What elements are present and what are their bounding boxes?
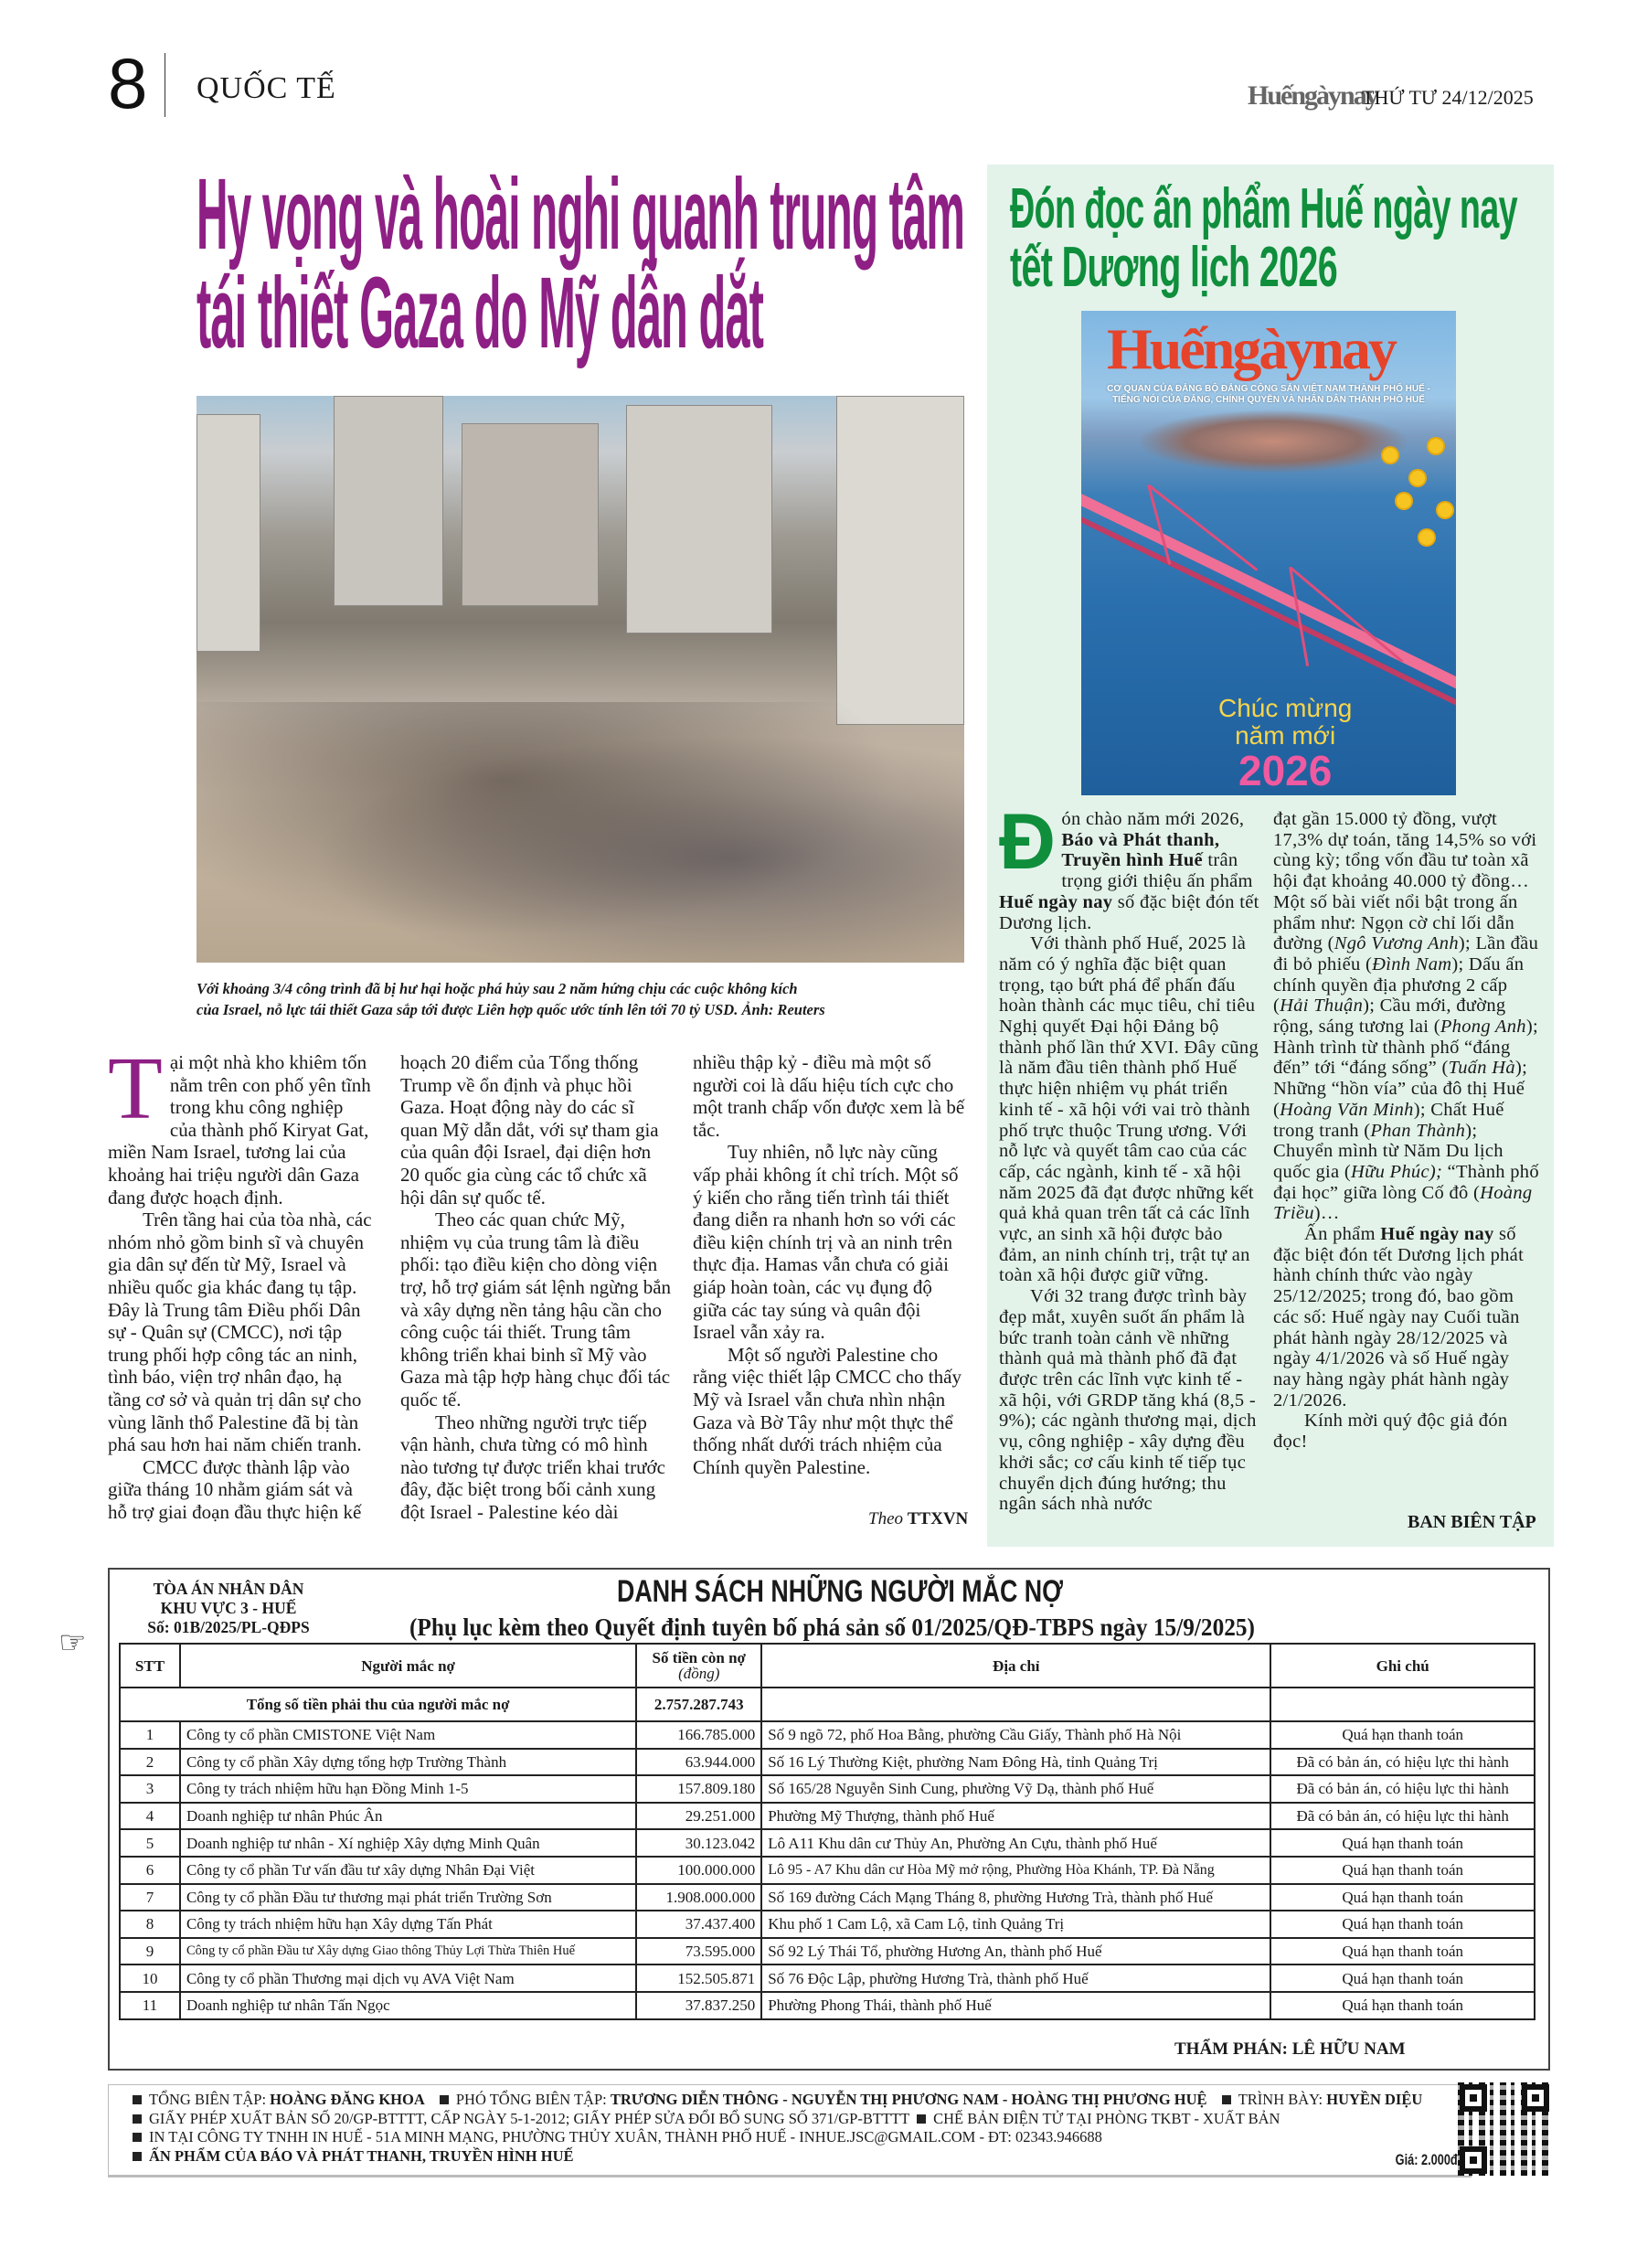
empty-cell <box>761 1688 1270 1721</box>
text-run: ón chào năm mới 2026, <box>1061 809 1245 829</box>
text-run: Hoàng Văn Minh <box>1280 1099 1414 1120</box>
paragraph <box>1273 809 1540 1224</box>
cell-amount: 37.437.400 <box>636 1911 761 1938</box>
photo-caption <box>197 978 964 1020</box>
paragraph <box>999 798 1264 933</box>
cell-address: Lô 95 - A7 Khu dân cư Hòa Mỹ mở rộng, Phường Hòa Khánh, TP. Đà Nẵng <box>761 1857 1270 1884</box>
cell-address: Số 165/28 Nguyễn Sinh Cung, phường Vỹ Dạ, thành phố Huế <box>761 1775 1270 1803</box>
cell-debtor: Công ty cổ phần Đầu tư Xây dựng Giao thông Thủy Lợi Thừa Thiên Huế <box>180 1938 636 1965</box>
cover-logo: Huếngàynay <box>1107 316 1395 381</box>
text-run: đạt gần 15.000 tỷ đồng, vượt 17,3% dự toán, tăng 14,5% so với cùng kỳ; tổng vốn đầu tư toàn xã hội đạt khoảng 40.000 tỷ đồng… Một số bài viết nổi bật trong ấn phẩm như: Ngọn cờ chỉ lối dẫn đường ( <box>1273 809 1537 954</box>
table-row <box>120 1992 1535 2019</box>
cell-address: Phường Mỹ Thượng, thành phố Huế <box>761 1803 1270 1830</box>
qr-finder <box>1460 2084 1487 2112</box>
amount-header: Số tiền còn nợ <box>652 1649 746 1666</box>
cell-amount: 152.505.871 <box>636 1965 761 1992</box>
amount-unit: (đồng) <box>678 1665 720 1682</box>
imprint-run: TỔNG BIÊN TẬP: <box>149 2091 271 2108</box>
text-run: Báo và Phát thanh, Truyền hình Huế <box>1061 829 1220 871</box>
table-row <box>120 1884 1535 1911</box>
paragraph: CMCC được thành lập vào giữa tháng 10 nhằm giám sát và hỗ trợ giai đoạn đầu thực hiện kế <box>108 1455 362 1523</box>
text-run: ); Cầu mới, đường rộng, sáng tương lai ( <box>1273 996 1506 1038</box>
paragraph <box>999 1286 1264 1515</box>
text-run: số đặc biệt đón tết Dương lịch. <box>999 891 1259 933</box>
cell-address: Số 169 đường Cách Mạng Tháng 8, phường Hương Trà, thành phố Huế <box>761 1884 1270 1911</box>
table-row <box>120 1911 1535 1938</box>
paragraph: hoạch 20 điểm của Tổng thống Trump về ổn định và phục hồi Gaza. Hoạt động này do các sĩ quan Mỹ dẫn dắt, với sự tham gia của quân đội Israel, đại diện hơn 20 quốc gia cùng các tổ chức xã hội dân sự quốc tế. <box>400 1051 659 1209</box>
text-run: số đặc biệt đón tết Dương lịch phát hành chính thức vào ngày 25/12/2025; trong đó, bao gồm các số: Huế ngày nay Cuối tuần phát hành ngày 28/12/2025 và ngày 4/1/2026 và số Huế ngày nay hàng ngày phát hành ngày 2/1/2026. <box>1273 1224 1525 1411</box>
col-note: Ghi chú <box>1270 1644 1535 1688</box>
text-run: Tuấn Hà <box>1448 1058 1515 1079</box>
cell-address: Phường Phong Thái, thành phố Huế <box>761 1992 1270 2019</box>
article-column-2 <box>400 1051 673 1523</box>
article-column-3 <box>693 1051 967 1478</box>
qr-finder <box>1522 2084 1549 2112</box>
promo-title-line-1: Đón đọc ấn phẩm Huế ngày nay <box>1010 177 1517 240</box>
cell-address: Số 9 ngõ 72, phố Hoa Bằng, phường Cầu Giấy, Thành phố Hà Nội <box>761 1721 1270 1749</box>
cell-note: Quá hạn thanh toán <box>1270 1884 1535 1911</box>
headline-line-2: tái thiết Gaza do Mỹ dẫn dắt <box>197 257 763 369</box>
court-info <box>128 1580 329 1637</box>
article-source <box>868 1510 968 1528</box>
price: Giá: 2.000đ <box>1395 2151 1458 2168</box>
source-prefix: Theo <box>868 1509 903 1528</box>
cell-debtor: Công ty cổ phần Xây dựng tổng hợp Trường Thành <box>180 1749 636 1776</box>
cell-stt: 3 <box>120 1775 180 1803</box>
cell-stt: 2 <box>120 1749 180 1776</box>
imprint-run: TRƯƠNG DIỄN THÔNG - NGUYỄN THỊ PHƯƠNG NAM - HOÀNG THỊ PHƯƠNG HUỆ <box>610 2091 1207 2108</box>
imprint-line <box>133 2128 1458 2147</box>
cell-amount: 166.785.000 <box>636 1721 761 1749</box>
caption-line: Với khoảng 3/4 công trình đã bị hư hại hoặc phá hủy sau 2 năm hứng chịu các cuộc không kích <box>197 980 798 997</box>
cell-address: Số 76 Độc Lập, phường Hương Trà, thành phố Huế <box>761 1965 1270 1992</box>
cell-amount: 100.000.000 <box>636 1857 761 1884</box>
drop-cap: T <box>108 1039 163 1138</box>
document-number: Số: 01B/2025/PL-QĐPS <box>147 1618 310 1636</box>
table-row <box>120 1721 1535 1749</box>
cell-note: Đã có bản án, có hiệu lực thi hành <box>1270 1749 1535 1776</box>
text-run: “Thành phố đại học” giữa lòng Cố đô ( <box>1273 1161 1539 1203</box>
table-row <box>120 1749 1535 1776</box>
cell-address: Khu phố 1 Cam Lộ, xã Cam Lộ, tỉnh Quảng Trị <box>761 1911 1270 1938</box>
table-header-row <box>120 1644 1535 1688</box>
debtor-table <box>119 1643 1535 2020</box>
total-row <box>120 1688 1535 1721</box>
promo-title <box>1010 177 1647 299</box>
cover-island <box>1136 410 1410 474</box>
cell-amount: 73.595.000 <box>636 1938 761 1965</box>
empty-cell <box>1270 1688 1535 1721</box>
page-number: 8 <box>108 43 148 123</box>
cell-debtor: Công ty cổ phần Tư vấn đầu tư xây dựng Nhân Đại Việt <box>180 1857 636 1884</box>
paragraph: Theo những người trực tiếp vận hành, chưa từng có mô hình nào tương tự được triển khai trước đây, đặc biệt trong bối cảnh xung đột Israel - Palestine kéo dài <box>400 1411 665 1523</box>
cell-amount: 29.251.000 <box>636 1803 761 1830</box>
cell-note: Quá hạn thanh toán <box>1270 1857 1535 1884</box>
source-name: TTXVN <box>907 1509 969 1528</box>
cell-address: Lô A11 Khu dân cư Thủy An, Phường An Cựu, thành phố Huế <box>761 1829 1270 1857</box>
cover-tagline: CƠ QUAN CỦA ĐẢNG BỘ ĐẢNG CỘNG SẢN VIỆT NAM THÀNH PHỐ HUẾ - TIẾNG NÓI CỦA ĐẢNG, CHÍNH QUYỀN VÀ NHÂN DÂN THÀNH PHỐ HUẾ <box>1107 384 1430 405</box>
paragraph: Tuy nhiên, nỗ lực này cũng vấp phải không ít chỉ trích. Một số ý kiến cho rằng tiến trình tái thiết đang diễn ra nhanh hơn so với các điều kiện chính trị và an ninh trên thực địa. Hamas vẫn chưa có giải giáp hoàn toàn, các vụ đụng độ giữa các tay súng và quân đội Israel vẫn xảy ra. <box>693 1141 959 1344</box>
headline-line-1: Hy vọng và hoài nghi quanh trung tâm <box>197 158 964 271</box>
cell-stt: 10 <box>120 1965 180 1992</box>
cell-address: Số 16 Lý Thường Kiệt, phường Nam Đông Hà, tỉnh Quảng Trị <box>761 1749 1270 1776</box>
table-row <box>120 1829 1535 1857</box>
table-row <box>120 1857 1535 1884</box>
text-run: ); Dấu ấn chính quyền địa phương 2 cấp ( <box>1273 953 1525 1017</box>
text-run: Hoàng Triều <box>1273 1182 1533 1224</box>
text-run: ); Lần đầu đi bỏ phiếu ( <box>1273 933 1539 974</box>
cell-stt: 5 <box>120 1829 180 1857</box>
issue-date: THỨ TƯ 24/12/2025 <box>1362 86 1534 109</box>
text-run: ); Chuyển mình từ Năm Du lịch quốc gia ( <box>1273 1120 1504 1182</box>
cell-address: Số 92 Lý Thái Tổ, phường Hương An, thành phố Huế <box>761 1938 1270 1965</box>
section-title: QUỐC TẾ <box>197 71 336 105</box>
cell-debtor: Doanh nghiệp tư nhân Tấn Ngọc <box>180 1992 636 2019</box>
total-amount: 2.757.287.743 <box>636 1688 761 1721</box>
cell-amount: 63.944.000 <box>636 1749 761 1776</box>
cell-debtor: Công ty cổ phần CMISTONE Việt Nam <box>180 1721 636 1749</box>
article-photo <box>197 396 964 963</box>
cell-note: Đã có bản án, có hiệu lực thi hành <box>1270 1803 1535 1830</box>
table-row <box>120 1803 1535 1830</box>
hand-pointing-icon: ☞ <box>58 1624 87 1661</box>
cell-debtor: Doanh nghiệp tư nhân - Xí nghiệp Xây dựng Minh Quân <box>180 1829 636 1857</box>
text-run: Với thành phố Huế, 2025 là năm có ý nghĩa đặc biệt quan trọng, tạo bứt phá để phấn đấu hoàn thành các mục tiêu, chỉ tiêu Nghị quyết Đại hội Đảng bộ thành phố lần thứ XVI. Đây cũng là năm đầu tiên thành phố Huế thực hiện nhiệm vụ phát triển kinh tế - xã hội với vai trò thành phố trực thuộc Trung ương. Với nỗ lực và quyết tâm cao của các cấp, các ngành, kinh tế - xã hội năm 2025 đã đạt được những kết quả khả quan trên tất cả các lĩnh vực, an sinh xã hội được bảo đảm, an ninh chính trị, trật tự an toàn xã hội được giữ vững. <box>999 933 1259 1286</box>
cell-debtor: Doanh nghiệp tư nhân Phúc Ân <box>180 1803 636 1830</box>
drop-cap: Đ <box>999 798 1057 886</box>
text-run: Kính mời quý độc giả đón đọc! <box>1273 1411 1508 1453</box>
paragraph: Trên tầng hai của tòa nhà, các nhóm nhỏ gồm binh sĩ và chuyên gia dân sự đến từ Mỹ, Israel và nhiều quốc gia khác đang tụ tập. Đây là Trung tâm Điều phối Dân sự - Quân sự (CMCC), nơi tập trung phối hợp công tác an ninh, tình báo, viện trợ nhân đạo, hạ tầng cơ sở và quản trị dân sự cho vùng lãnh thổ Palestine đã bị tàn phá sau hơn hai năm chiến tranh. <box>108 1209 372 1456</box>
imprint-run: HOÀNG ĐĂNG KHOA <box>270 2091 425 2108</box>
text-run: Đình Nam <box>1372 953 1452 974</box>
printer-text: IN TẠI CÔNG TY TNHH IN HUẾ - 51A MINH MẠNG, PHƯỜNG THỦY XUÂN, THÀNH PHỐ HUẾ - INHUE.JSC@GMAIL.COM - ĐT: 02343.946688 <box>149 2128 1102 2146</box>
editorial-signature: BAN BIÊN TẬP <box>1408 1512 1536 1532</box>
paragraph: Theo các quan chức Mỹ, nhiệm vụ của trung tâm là điều phối: tạo điều kiện cho dòng viện trợ, hỗ trợ giám sát lệnh ngừng bắn và xây dựng nền tảng hậu cần cho công cuộc tái thiết. Trung tâm không triển khai binh sĩ Mỹ vào Gaza mà tập hợp hàng chục đối tác quốc tế. <box>400 1209 672 1411</box>
total-label: Tổng số tiền phải thu của người mắc nợ <box>120 1688 636 1721</box>
text-run: ); Những “hồn vía” của đô thị Huế ( <box>1273 1058 1528 1120</box>
cell-stt: 1 <box>120 1721 180 1749</box>
cell-stt: 4 <box>120 1803 180 1830</box>
promo-column-1 <box>999 798 1264 1515</box>
paragraph <box>1273 1411 1540 1452</box>
cell-debtor: Công ty trách nhiệm hữu hạn Xây dựng Tấn Phát <box>180 1911 636 1938</box>
cell-debtor: Công ty cổ phần Thương mại dịch vụ AVA Việt Nam <box>180 1965 636 1992</box>
cell-debtor: Công ty cổ phần Đầu tư thương mại phát triển Trường Sơn <box>180 1884 636 1911</box>
col-amount <box>636 1644 761 1688</box>
cell-amount: 157.809.180 <box>636 1775 761 1803</box>
greeting-line: Chúc mừng <box>1218 694 1353 722</box>
text-run: Hữu Phúc); <box>1350 1161 1443 1182</box>
cell-amount: 1.908.000.000 <box>636 1884 761 1911</box>
cell-note: Quá hạn thanh toán <box>1270 1965 1535 1992</box>
court-region: KHU VỰC 3 - HUẾ <box>160 1599 297 1617</box>
imprint-run: TRÌNH BÀY: <box>1238 2091 1327 2108</box>
text-run: Phan Thành <box>1370 1120 1466 1141</box>
imprint-run: HUYỀN DIỆU <box>1326 2091 1423 2108</box>
cell-stt: 9 <box>120 1938 180 1965</box>
paragraph <box>1273 1224 1540 1411</box>
cell-note: Quá hạn thanh toán <box>1270 1911 1535 1938</box>
notice-subtitle: (Phụ lục kèm theo Quyết định tuyên bố phá sản số 01/2025/QĐ-TBPS ngày 15/9/2025) <box>409 1613 1255 1641</box>
imprint-line <box>133 2110 1458 2129</box>
paragraph <box>999 933 1264 1286</box>
text-run: Ngô Vương Anh <box>1334 933 1459 954</box>
cell-stt: 11 <box>120 1992 180 2019</box>
masthead-logo: Huếngàynay <box>1248 80 1377 111</box>
cell-amount: 30.123.042 <box>636 1829 761 1857</box>
qr-finder <box>1460 2146 1487 2174</box>
col-debtor: Người mắc nợ <box>180 1644 636 1688</box>
text-run: Với 32 trang được trình bày đẹp mắt, xuyên suốt ấn phẩm là bức tranh toàn cảnh về những thành quả mà thành phố đã đạt được trên các lĩnh vực kinh tế - xã hội, với GRDP tăng khá (8,5 - 9%); các ngành thương mại, dịch vụ, công nghiệp - xây dựng đều khởi sắc; cơ cấu kinh tế tiếp tục chuyển dịch đúng hướng; thu ngân sách nhà nước <box>999 1286 1257 1515</box>
paragraph: nhiều thập kỷ - điều mà một số người coi là dấu hiệu tích cực cho một tranh chấp vốn được xem là bế tắc. <box>693 1051 965 1141</box>
paragraph: Một số người Palestine cho rằng việc thiết lập CMCC cho thấy Mỹ và Israel vẫn chưa nhìn nhận Gaza và Bờ Tây như một thực thể thống nhất dưới trách nhiệm của Chính quyền Palestine. <box>693 1343 962 1478</box>
cell-stt: 6 <box>120 1857 180 1884</box>
notice-title: DANH SÁCH NHỮNG NGƯỜI MẮC NỢ <box>617 1574 1063 1609</box>
license-text: GIẤY PHÉP XUẤT BẢN SỐ 20/GP-BTTTT, CẤP NGÀY 5-1-2012; GIẤY PHÉP SỬA ĐỔI BỔ SUNG SỐ 371/GP-BTTTT <box>149 2109 909 2127</box>
prepress-text: CHẾ BẢN ĐIỆN TỬ TẠI PHÒNG TKBT - XUẤT BẢN <box>933 2109 1280 2127</box>
text-run: Phong Anh <box>1440 1017 1526 1038</box>
col-stt: STT <box>120 1644 180 1688</box>
cell-stt: 7 <box>120 1884 180 1911</box>
article-column-1 <box>108 1039 373 1523</box>
text-run: ); Chất Huế trong tranh ( <box>1273 1099 1504 1141</box>
cell-note: Quá hạn thanh toán <box>1270 1992 1535 2019</box>
judge-signature: THẨM PHÁN: LÊ HỮU NAM <box>1174 2039 1406 2059</box>
table-row <box>120 1965 1535 1992</box>
table-row <box>120 1938 1535 1965</box>
cover-greeting <box>1218 695 1352 792</box>
imprint-run: PHÓ TỔNG BIÊN TẬP: <box>455 2091 611 2108</box>
cell-stt: 8 <box>120 1911 180 1938</box>
imprint-line <box>133 2091 1458 2110</box>
text-run: Huế ngày nay <box>1380 1224 1494 1245</box>
imprint-box <box>108 2084 1472 2177</box>
cell-note: Quá hạn thanh toán <box>1270 1829 1535 1857</box>
cover-year: 2026 <box>1238 747 1333 794</box>
cell-amount: 37.837.250 <box>636 1992 761 2019</box>
text-run: ); Hành trình từ thành phố “đáng đến” tới “đáng sống” ( <box>1273 1017 1538 1079</box>
cell-note: Quá hạn thanh toán <box>1270 1721 1535 1749</box>
promo-column-2 <box>1273 809 1540 1453</box>
text-run: )… <box>1313 1203 1340 1224</box>
caption-line: của Israel, nỗ lực tái thiết Gaza sắp tới được Liên hợp quốc ước tính lên tới 70 tỷ USD. Ảnh: Reuters <box>197 1001 825 1018</box>
paragraph: ại một nhà kho khiêm tốn nằm trên con phố yên tĩnh trong khu công nghiệp của thành phố Kiryat Gat, miền Nam Israel, tương lai của khoảng hai triệu người dân Gaza đang được hoạch định. <box>108 1051 371 1209</box>
text-run: trân trọng giới thiệu ấn phẩm <box>1061 850 1253 892</box>
text-run: Hải Thuận <box>1280 996 1364 1017</box>
promo-title-line-2: tết Dương lịch 2026 <box>1010 236 1337 299</box>
greeting-line: năm mới <box>1235 721 1336 750</box>
magazine-cover <box>1081 311 1456 795</box>
text-run: Ấn phẩm <box>1304 1224 1381 1245</box>
col-address: Địa chỉ <box>761 1644 1270 1688</box>
cell-note: Đã có bản án, có hiệu lực thi hành <box>1270 1775 1535 1803</box>
cell-note: Quá hạn thanh toán <box>1270 1938 1535 1965</box>
text-run: Huế ngày nay <box>999 891 1113 912</box>
imprint-line <box>133 2147 1458 2167</box>
court-name: TÒA ÁN NHÂN DÂN <box>153 1580 304 1598</box>
publisher-text: ẤN PHẨM CỦA BÁO VÀ PHÁT THANH, TRUYỀN HÌNH HUẾ <box>149 2146 574 2165</box>
table-row <box>120 1775 1535 1803</box>
cell-debtor: Công ty trách nhiệm hữu hạn Đồng Minh 1-5 <box>180 1775 636 1803</box>
